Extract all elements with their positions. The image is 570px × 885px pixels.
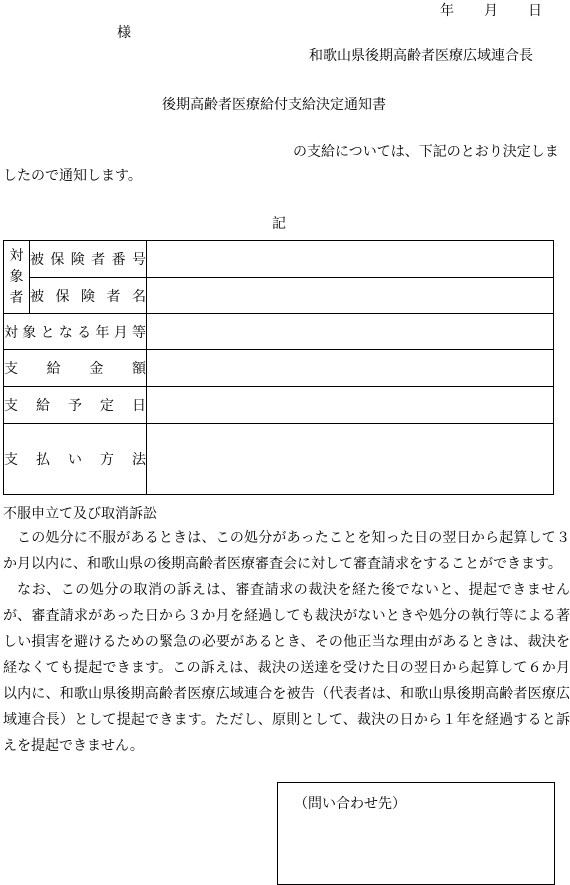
target-month-label: 対象となる年月等	[4, 314, 147, 350]
year-label: 年	[440, 3, 454, 19]
payment-method-label: 支払い方法	[4, 424, 147, 495]
insured-name-value	[147, 278, 554, 314]
table-row	[4, 424, 554, 495]
contact-label: （問い合わせ先）	[294, 796, 406, 812]
insured-number-value	[147, 241, 554, 278]
table-row	[4, 387, 554, 424]
appeal-paragraph-2: なお、この処分の取消の訴えは、審査請求の裁決を経た後でないと、提起できませんが、審査請求があった日から３か月を経過しても裁決がないときや処分の執行等による著しい損害を避けるための緊急の必要があるとき、その他正当な理由があるときは、裁決を経なくても提起できます。この訴えは、裁決の送達を受けた日の翌日から起算して６か月以内に、和歌山県後期高齢者医療広域連合を被告（代表者は、和歌山県後期高齢者医療広域連合長）として提起できます。ただし、原則として、裁決の日から１年を経過すると訴えを提起できません。	[3, 582, 570, 754]
amount-label: 支給金額	[4, 350, 147, 387]
month-label: 月	[484, 3, 498, 19]
table-row	[4, 241, 554, 278]
insured-name-label: 被保険者名	[30, 278, 147, 314]
appeal-text	[3, 525, 570, 759]
sender-name: 和歌山県後期高齢者医療広域連合長	[309, 48, 533, 64]
intro-line-1: の支給については、下記のとおり決定しま	[293, 144, 559, 160]
intro-line-2: したので通知します。	[3, 168, 142, 184]
ki-label: 記	[272, 216, 286, 232]
payment-method-value	[147, 424, 554, 495]
target-person-label: 対象者	[4, 241, 30, 314]
table-row	[4, 278, 554, 314]
day-label: 日	[528, 3, 542, 19]
target-month-value	[147, 314, 554, 350]
table-row	[4, 350, 554, 387]
table-row	[4, 314, 554, 350]
date-line	[0, 0, 570, 20]
document-title: 後期高齢者医療給付支給決定通知書	[162, 97, 386, 113]
addressee-suffix: 様	[117, 25, 131, 41]
details-table	[3, 240, 554, 495]
insured-number-label: 被保険者番号	[30, 241, 147, 278]
amount-value	[147, 350, 554, 387]
appeal-paragraph-1: この処分に不服があるときは、この処分があったことを知った日の翌日から起算して３か月以内に、和歌山県の後期高齢者医療審査会に対して審査請求をすることができます。	[3, 530, 570, 572]
scheduled-date-label: 支給予定日	[4, 387, 147, 424]
scheduled-date-value	[147, 387, 554, 424]
contact-box	[277, 782, 555, 885]
appeal-heading: 不服申立て及び取消訴訟	[3, 506, 157, 522]
